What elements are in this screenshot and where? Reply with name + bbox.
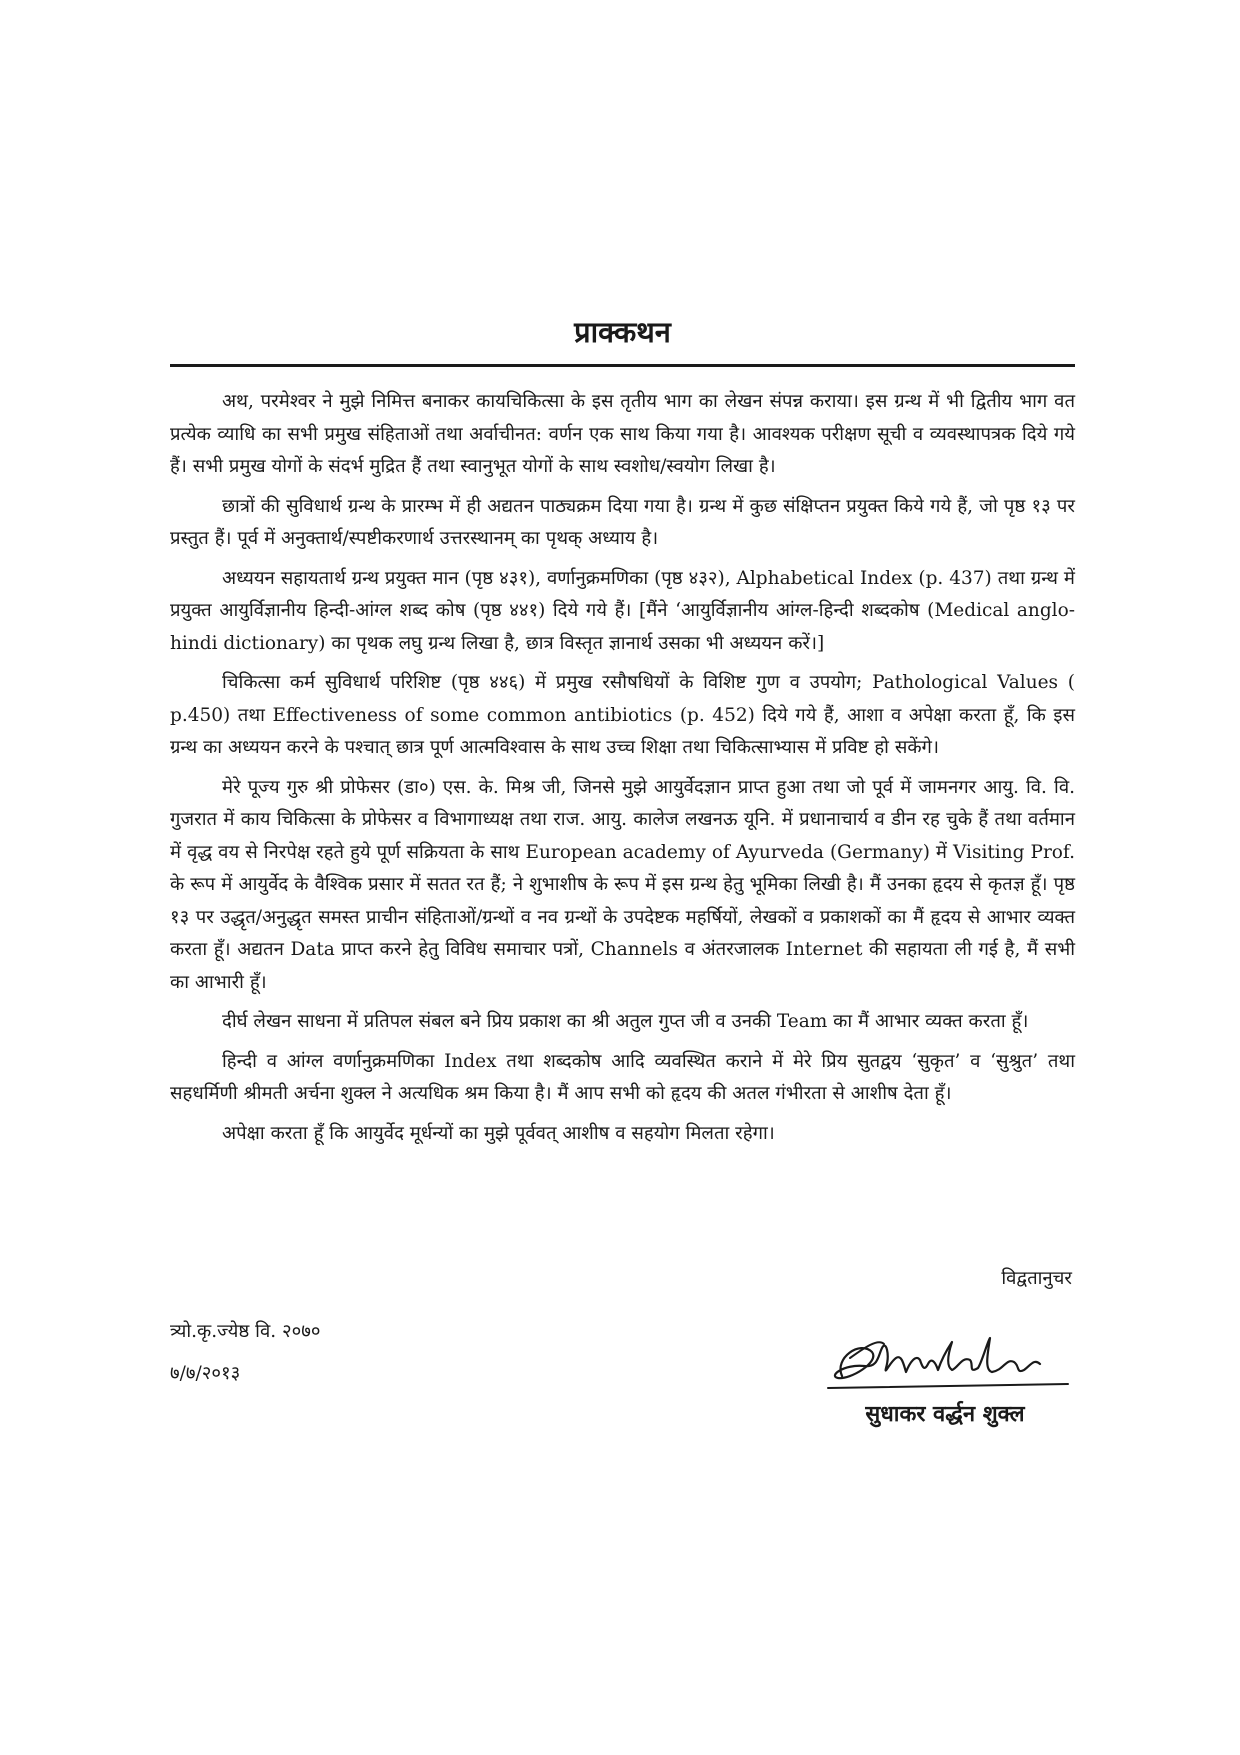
salutation: विद्वतानुचर bbox=[1001, 1268, 1072, 1289]
title-underline bbox=[170, 364, 1075, 367]
date-block bbox=[170, 1311, 321, 1395]
paragraph-3: अध्ययन सहायतार्थ ग्रन्थ प्रयुक्त मान (पृष्ठ ४३१), वर्णानुक्रमणिका (पृष्ठ ४३२), Alphabetical Index (p. 437) तथा ग्रन्थ में प्रयुक्त आयुर्विज्ञानीय हिन्दी-आंग्ल शब्द कोष (पृष्ठ ४४१) दिये गये हैं। [मैंने ‘आयुर्विज्ञानीय आंग्ल-हिन्दी शब्दकोष (Medical anglo-hindi dictionary) का पृथक लघु ग्रन्थ लिखा है, छात्र विस्तृत ज्ञानार्थ उसका भी अध्ययन करें।] bbox=[170, 567, 1075, 654]
paragraph-8: अपेक्षा करता हूँ कि आयुर्वेद मूर्धन्यों का मुझे पूर्ववत् आशीष व सहयोग मिलता रहेगा। bbox=[222, 1122, 775, 1144]
signature-image bbox=[820, 1318, 1072, 1398]
paragraph-7: हिन्दी व आंग्ल वर्णानुक्रमणिका Index तथा शब्दकोष आदि व्यवस्थित कराने में मेरे प्रिय सुतद्वय ‘सुकृत’ व ‘सुश्रुत’ तथा सहधर्मिणी श्रीमती अर्चना शुक्ल ने अत्यधिक श्रम किया है। मैं आप सभी को हृदय की अतल गंभीरता से आशीष देता हूँ। bbox=[170, 1050, 1075, 1104]
paragraph-1: अथ, परमेश्वर ने मुझे निमित्त बनाकर कायचिकित्सा के इस तृतीय भाग का लेखन संपन्न कराया। इस ग्रन्थ में भी द्वितीय भाग वत प्रत्येक व्याधि का सभी प्रमुख संहिताओं तथा अर्वाचीनत: वर्णन एक साथ किया गया है। आवश्यक परीक्षण सूची व व्यवस्थापत्रक दिये गये हैं। सभी प्रमुख योगों के संदर्भ मुद्रित हैं तथा स्वानुभूत योगों के साथ स्वशोध/स्वयोग लिखा है। bbox=[170, 391, 1075, 477]
date-hindu-calendar: त्र्यो.कृ.ज्येष्ठ वि. २०७० bbox=[170, 1321, 321, 1342]
date-gregorian: ७/७/२०१३ bbox=[170, 1363, 241, 1384]
paragraph-4: चिकित्सा कर्म सुविधार्थ परिशिष्ट (पृष्ठ ४४६) में प्रमुख रसौषधियों के विशिष्ट गुण व उपयोग; Pathological Values ( p.450) तथा Effectiveness of some common antibiotics (p. 452) दिये गये हैं, आशा व अपेक्षा करता हूँ, कि इस ग्रन्थ का अध्ययन करने के पश्चात् छात्र पूर्ण आत्मविश्वास के साथ उच्च शिक्षा तथा चिकित्साभ्यास में प्रविष्ट हो सकेंगे। bbox=[170, 672, 1075, 758]
author-name: सुधाकर वर्द्धन शुक्ल bbox=[865, 1402, 1025, 1427]
foreword-body bbox=[170, 386, 1075, 1157]
paragraph-2: छात्रों की सुविधार्थ ग्रन्थ के प्रारम्भ में ही अद्यतन पाठ्यक्रम दिया गया है। ग्रन्थ में कुछ संक्षिप्तन प्रयुक्त किये गये हैं, जो पृष्ठ १३ पर प्रस्तुत हैं। पूर्व में अनुक्तार्थ/स्पष्टीकरणार्थ उत्तरस्थानम् का पृथक् अध्याय है। bbox=[170, 495, 1075, 549]
paragraph-6: दीर्घ लेखन साधना में प्रतिपल संबल बने प्रिय प्रकाश का श्री अतुल गुप्त जी व उनकी Team का मैं आभार व्यक्त करता हूँ। bbox=[222, 1011, 1029, 1032]
page-title: प्राक्कथन bbox=[574, 315, 671, 349]
paragraph-5: मेरे पूज्य गुरु श्री प्रोफेसर (डा०) एस. के. मिश्र जी, जिनसे मुझे आयुर्वेदज्ञान प्राप्त हुआ तथा जो पूर्व में जामनगर आयु. वि. वि. गुजरात में काय चिकित्सा के प्रोफेसर व विभागाध्यक्ष तथा राज. आयु. कालेज लखनऊ यूनि. में प्रधानाचार्य व डीन रह चुके हैं तथा वर्तमान में वृद्ध वय से निरपेक्ष रहते हुये पूर्ण सक्रियता के साथ European academy of Ayurveda (Germany) में Visiting Prof. के रूप में आयुर्वेद के वैश्विक प्रसार में सतत रत हैं; ने शुभाशीष के रूप में इस ग्रन्थ हेतु भूमिका लिखी है। मैं उनका हृदय से कृतज्ञ हूँ। पृष्ठ १३ पर उद्धृत/अनुद्धृत समस्त प्राचीन संहिताओं/ग्रन्थों व नव ग्रन्थों के उपदेष्टक महर्षियों, लेखकों व प्रकाशकों का मैं हृदय से आभार व्यक्त करता हूँ। अद्यतन Data प्राप्त करने हेतु विविध समाचार पत्रों, Channels व अंतरजालक Internet की सहायता ली गई है, मैं सभी का आभारी हूँ। bbox=[170, 776, 1075, 993]
